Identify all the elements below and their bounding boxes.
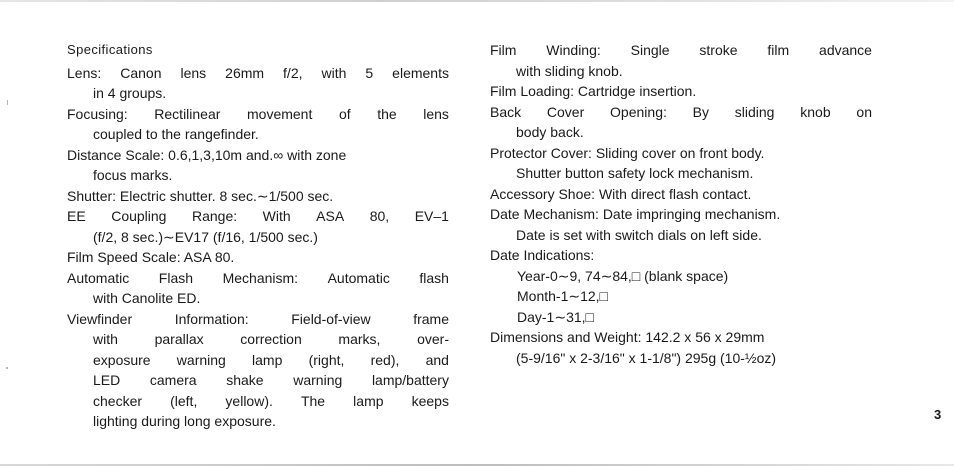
spec-entry	[490, 204, 872, 245]
spec-continuation-line: with parallax correction marks, over-	[93, 331, 449, 347]
spec-continuation-line: with Canolite ED.	[93, 290, 201, 306]
spec-continuation-line: body back.	[516, 124, 584, 140]
spec-line: Film Loading: Cartridge insertion.	[490, 83, 697, 99]
spec-line: Lens: Canon lens 26mm f/2, with 5 elements	[67, 64, 449, 81]
spec-entry	[490, 327, 872, 368]
spec-entry	[67, 104, 449, 145]
spec-line: Distance Scale: 0.6,1,3,10m and.∞ with zone	[67, 146, 347, 163]
spec-continuation-line: Date is set with switch dials on left side.	[516, 226, 762, 243]
spec-entry	[67, 206, 449, 247]
spec-entry	[67, 268, 449, 309]
specs-right-column	[490, 40, 872, 368]
spec-line: Date Indications:	[490, 247, 595, 263]
spec-entry	[490, 81, 872, 102]
scan-speck	[7, 100, 8, 105]
specifications-heading: Specifications	[67, 42, 153, 57]
spec-continuation-line: with sliding knob.	[516, 62, 623, 79]
spec-continuation-line: (5-9/16" x 2-3/16" x 1-1/8") 295g (10-½oz)	[516, 349, 777, 366]
spec-entry	[490, 184, 872, 205]
spec-line: Back Cover Opening: By sliding knob on	[490, 103, 872, 120]
spec-continuation-line: exposure warning lamp (right, red), and	[93, 351, 449, 368]
spec-continuation-line: Year-0∼9, 74∼84,□ (blank space)	[517, 267, 729, 284]
spec-continuation-line: checker (left, yellow). The lamp keeps	[93, 392, 449, 409]
spec-line: EE Coupling Range: With ASA 80, EV–1	[67, 208, 449, 224]
left-spec-list	[67, 63, 449, 432]
spec-entry	[67, 309, 449, 432]
spec-entry	[490, 266, 872, 328]
spec-line: Film Winding: Single stroke film advance	[490, 42, 872, 58]
spec-continuation-line: Month-1∼12,□	[517, 288, 609, 304]
spec-entry	[490, 102, 872, 143]
spec-line: Protector Cover: Sliding cover on front body.	[490, 144, 765, 161]
spec-entry	[67, 63, 449, 104]
spec-line: Focusing: Rectilinear movement of the lens	[67, 105, 449, 122]
spec-continuation-line: focus marks.	[93, 167, 173, 183]
specs-left-column	[67, 40, 449, 432]
spec-entry	[67, 145, 449, 186]
spec-continuation-line: (f/2, 8 sec.)∼EV17 (f/16, 1/500 sec.)	[93, 228, 318, 245]
spec-entry	[490, 40, 872, 81]
scan-speck	[6, 367, 8, 369]
spec-entry	[67, 186, 449, 207]
page-top-edge	[0, 0, 954, 2]
spec-entry	[490, 245, 872, 266]
spec-line: Automatic Flash Mechanism: Automatic flash	[67, 269, 449, 286]
spec-continuation-line: coupled to the rangefinder.	[93, 126, 259, 142]
right-spec-list	[490, 40, 872, 368]
spec-line: Shutter: Electric shutter. 8 sec.∼1/500 sec.	[67, 187, 334, 204]
spec-entry	[490, 143, 872, 184]
spec-continuation-line: in 4 groups.	[93, 85, 167, 101]
spec-line: Dimensions and Weight: 142.2 x 56 x 29mm	[490, 329, 765, 345]
spec-line: Film Speed Scale: ASA 80.	[67, 249, 235, 265]
spec-line: Viewfinder Information: Field-of-view frame	[67, 310, 449, 327]
spec-continuation-line: LED camera shake warning lamp/battery	[93, 372, 449, 388]
spec-continuation-line: Day-1∼31,□	[517, 308, 594, 325]
spec-line: Date Mechanism: Date impringing mechanism.	[490, 206, 781, 222]
spec-continuation-line: Shutter button safety lock mechanism.	[516, 165, 754, 181]
spec-entry	[67, 247, 449, 268]
spec-line: Accessory Shoe: With direct flash contact.	[490, 185, 752, 202]
spec-continuation-line: lighting during long exposure.	[93, 413, 276, 429]
page-number: 3	[934, 407, 942, 422]
